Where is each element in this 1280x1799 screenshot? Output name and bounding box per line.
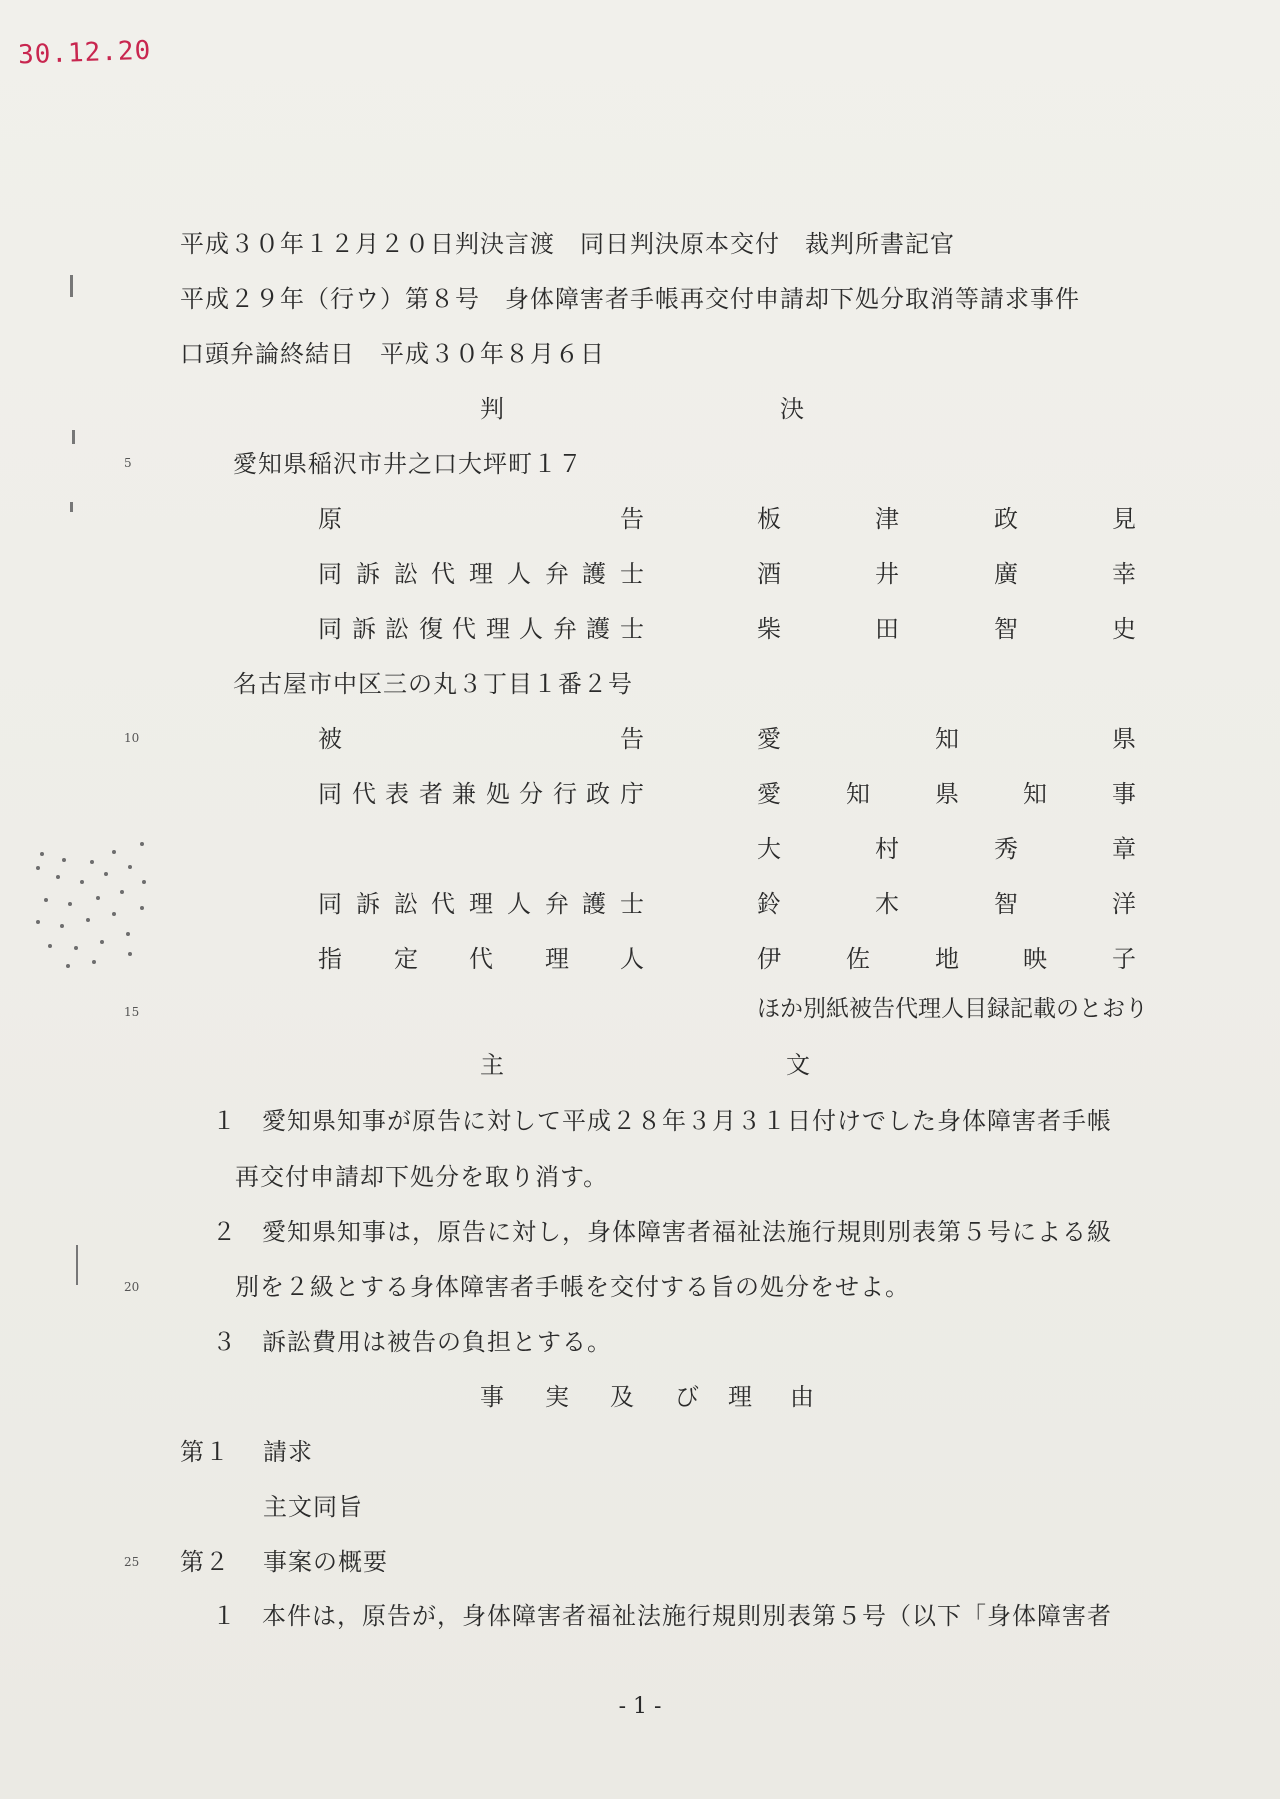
- party-name-char: 木: [875, 890, 899, 918]
- case-number-line: 平成２９年（行ウ）第８号 身体障害者手帳再交付申請却下処分取消等請求事件: [180, 285, 1080, 313]
- line-number: 10: [124, 731, 140, 745]
- party-name-char: 智: [994, 615, 1018, 643]
- facts-heading-char: び: [675, 1383, 700, 1411]
- party-role-char: 庁: [620, 780, 644, 808]
- party-role-char: 護: [582, 560, 606, 588]
- party-role-char: 人: [507, 890, 531, 918]
- party-name-char: 映: [1023, 945, 1047, 973]
- party-name-char: 史: [1112, 615, 1136, 643]
- party-role-char: 人: [507, 560, 531, 588]
- party-name-char: 田: [875, 615, 899, 643]
- party-role-char: 弁: [545, 890, 569, 918]
- section-item-text: 本件は，原告が，身体障害者福祉法施行規則別表第５号（以下「身体障害者: [262, 1602, 1112, 1630]
- party-role-char: 訟: [394, 560, 418, 588]
- party-role-char: 護: [586, 615, 610, 643]
- main-item-number: ３: [212, 1328, 237, 1356]
- main-item-number: ２: [212, 1218, 237, 1246]
- party-name-char: 知: [935, 725, 959, 753]
- line-number: 5: [124, 456, 132, 470]
- party-role-char: 理: [469, 890, 493, 918]
- main-item-continuation: 別を２級とする身体障害者手帳を交付する旨の処分をせよ。: [235, 1273, 910, 1301]
- main-item-text: 愛知県知事は，原告に対し，身体障害者福祉法施行規則別表第５号による級: [262, 1218, 1112, 1246]
- main-item-text: 愛知県知事が原告に対して平成２８年３月３１日付けでした身体障害者手帳: [262, 1107, 1112, 1135]
- party-role-char: 処: [486, 780, 510, 808]
- section-body: 主文同旨: [263, 1493, 363, 1521]
- party-name-char: 洋: [1112, 890, 1136, 918]
- party-role-char: 理: [469, 560, 493, 588]
- main-item-text: 訴訟費用は被告の負担とする。: [262, 1328, 612, 1356]
- party-name-char: 県: [1112, 725, 1136, 753]
- party-role-char: 理: [486, 615, 510, 643]
- main-item-continuation: 再交付申請却下処分を取り消す。: [235, 1163, 609, 1191]
- section-number: 第２: [180, 1548, 230, 1576]
- party-name-char: 廣: [994, 560, 1018, 588]
- party-name-char: 見: [1112, 505, 1136, 533]
- party-name-char: 村: [875, 835, 899, 863]
- main-heading-char: 文: [786, 1051, 811, 1079]
- smudge-decoration: [72, 430, 75, 444]
- party-role-char: 同: [318, 560, 342, 588]
- smudge-decoration: [76, 1245, 78, 1285]
- facts-heading-char: 由: [790, 1383, 815, 1411]
- party-role-char: 兼: [452, 780, 476, 808]
- party-name-char: 酒: [757, 560, 781, 588]
- party-role-char: 原: [318, 505, 342, 533]
- smudge-decoration: [70, 502, 73, 512]
- line-number: 15: [124, 1005, 140, 1019]
- party-role-char: 士: [620, 560, 644, 588]
- party-role-char: 訟: [394, 890, 418, 918]
- party-role-char: 定: [394, 945, 418, 973]
- facts-heading-char: 事: [480, 1383, 505, 1411]
- party-role-char: 訴: [356, 890, 380, 918]
- party-role-char: 弁: [553, 615, 577, 643]
- party-name-char: 知: [846, 780, 870, 808]
- smudge-decoration: [70, 275, 73, 297]
- hearing-end-date-line: 口頭弁論終結日 平成３０年８月６日: [180, 340, 605, 368]
- party-name-char: 地: [935, 945, 959, 973]
- title-char: 判: [480, 395, 505, 423]
- party-role-char: 代: [352, 780, 376, 808]
- party-role-char: 人: [620, 945, 644, 973]
- party-role-char: 代: [431, 890, 455, 918]
- party-role-char: 代: [452, 615, 476, 643]
- facts-heading-char: 理: [728, 1383, 753, 1411]
- party-name-char: 幸: [1112, 560, 1136, 588]
- party-role-char: 訴: [356, 560, 380, 588]
- party-role-char: 護: [582, 890, 606, 918]
- section-number: 第１: [180, 1438, 230, 1466]
- party-role-char: 同: [318, 780, 342, 808]
- party-role-char: 訟: [385, 615, 409, 643]
- party-name-char: 井: [875, 560, 899, 588]
- party-role-char: 告: [620, 505, 644, 533]
- party-role-char: 代: [431, 560, 455, 588]
- defendant-address: 名古屋市中区三の丸３丁目１番２号: [233, 670, 633, 698]
- party-role-char: 同: [318, 890, 342, 918]
- party-name-char: 大: [757, 835, 781, 863]
- page-number: - 1 -: [618, 1694, 662, 1719]
- party-name-char: 伊: [757, 945, 781, 973]
- section-title: 請求: [263, 1438, 313, 1466]
- facts-heading-char: 実: [545, 1383, 570, 1411]
- party-name-char: 秀: [994, 835, 1018, 863]
- main-item-number: １: [212, 1107, 237, 1135]
- main-heading-char: 主: [480, 1051, 505, 1079]
- party-role-char: 訴: [352, 615, 376, 643]
- party-name-char: 愛: [757, 780, 781, 808]
- party-role-char: 被: [318, 725, 342, 753]
- party-name-char: 事: [1112, 780, 1136, 808]
- judgment-date-line: 平成３０年１２月２０日判決言渡 同日判決原本交付 裁判所書記官: [180, 230, 955, 258]
- party-role-char: 弁: [545, 560, 569, 588]
- party-role-char: 告: [620, 725, 644, 753]
- section-item-number: １: [212, 1602, 237, 1630]
- party-role-char: 者: [419, 780, 443, 808]
- line-number: 25: [124, 1555, 140, 1569]
- party-role-char: 士: [620, 890, 644, 918]
- line-number: 20: [124, 1280, 140, 1294]
- others-note: ほか別紙被告代理人目録記載のとおり: [757, 996, 1148, 1022]
- party-name-char: 県: [935, 780, 959, 808]
- party-role-char: 行: [553, 780, 577, 808]
- party-name-char: 章: [1112, 835, 1136, 863]
- party-name-char: 柴: [757, 615, 781, 643]
- party-role-char: 分: [519, 780, 543, 808]
- party-name-char: 板: [757, 505, 781, 533]
- section-title: 事案の概要: [263, 1548, 388, 1576]
- party-name-char: 佐: [846, 945, 870, 973]
- party-role-char: 人: [519, 615, 543, 643]
- party-role-char: 理: [545, 945, 569, 973]
- party-role-char: 表: [385, 780, 409, 808]
- party-role-char: 士: [620, 615, 644, 643]
- party-name-char: 政: [994, 505, 1018, 533]
- party-name-char: 子: [1112, 945, 1136, 973]
- plaintiff-address: 愛知県稲沢市井之口大坪町１７: [233, 450, 583, 478]
- party-name-char: 智: [994, 890, 1018, 918]
- party-name-char: 鈴: [757, 890, 781, 918]
- party-name-char: 津: [875, 505, 899, 533]
- title-char: 決: [780, 395, 805, 423]
- party-role-char: 政: [586, 780, 610, 808]
- party-role-char: 同: [318, 615, 342, 643]
- facts-heading-char: 及: [610, 1383, 635, 1411]
- party-name-char: 愛: [757, 725, 781, 753]
- party-role-char: 指: [318, 945, 342, 973]
- party-name-char: 知: [1023, 780, 1047, 808]
- party-role-char: 復: [419, 615, 443, 643]
- party-role-char: 代: [469, 945, 493, 973]
- date-stamp: 30.12.20: [17, 35, 152, 71]
